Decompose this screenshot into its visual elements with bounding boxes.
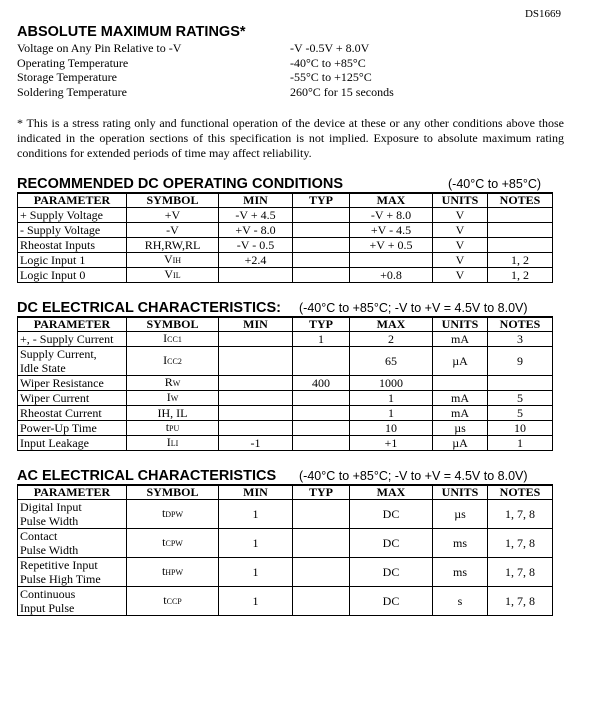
notes-cell: 1, 7, 8: [488, 529, 553, 558]
param-text: + Supply Voltage: [20, 207, 103, 222]
symbol-text: I: [166, 390, 171, 404]
column-header: SYMBOL: [127, 317, 219, 332]
stress-note: * This is a stress rating only and functional operation of the device at these or any other conditions above those indicated in the operation sections of this specification is not implied. Exposure to absolute maximum rating conditions for extended periods of time may affect reliability.: [17, 116, 564, 160]
typ-cell: [293, 500, 350, 529]
column-header: TYP: [293, 193, 350, 208]
column-header: TYP: [293, 485, 350, 500]
symbol-cell: [127, 529, 219, 558]
param-text-line2: Pulse High Time: [20, 572, 101, 586]
amr-value: 260°C for 15 seconds: [290, 84, 394, 99]
table-row: [18, 238, 553, 253]
symbol-text: R: [164, 375, 173, 389]
min-cell: 1: [219, 587, 293, 616]
typ-cell: [293, 253, 350, 268]
min-cell: +V - 8.0: [219, 223, 293, 238]
symbol-subscript: IL: [173, 271, 181, 280]
units-cell: µA: [433, 436, 488, 451]
amr-row: [17, 70, 577, 85]
column-header: TYP: [293, 317, 350, 332]
typ-cell: 1: [293, 332, 350, 347]
param-cell: [18, 332, 127, 347]
column-header: MAX: [350, 317, 433, 332]
dce-title: DC ELECTRICAL CHARACTERISTICS:: [17, 300, 281, 316]
units-cell: V: [433, 268, 488, 283]
max-cell: +V + 0.5: [350, 238, 433, 253]
symbol-text: t: [161, 564, 166, 578]
param-cell: [18, 587, 127, 616]
param-cell: [18, 238, 127, 253]
table-header-row: [18, 485, 553, 500]
amr-row: [17, 85, 577, 100]
param-text: +, - Supply Current: [20, 331, 114, 346]
column-header: NOTES: [488, 317, 553, 332]
notes-cell: [488, 223, 553, 238]
param-cell: [18, 529, 127, 558]
symbol-text: t: [163, 593, 167, 607]
amr-param: Storage Temperature: [17, 70, 117, 85]
table-row: [18, 253, 553, 268]
symbol-text: I: [163, 353, 168, 367]
param-text: Contact: [20, 529, 58, 543]
typ-cell: 400: [293, 376, 350, 391]
min-cell: -1: [219, 436, 293, 451]
param-cell: [18, 558, 127, 587]
table-row: [18, 391, 553, 406]
notes-cell: 1, 7, 8: [488, 558, 553, 587]
symbol-text: -V: [166, 222, 179, 237]
table-row: [18, 347, 553, 376]
table-row: [18, 268, 553, 283]
symbol-cell: [127, 208, 219, 223]
typ-cell: [293, 268, 350, 283]
max-cell: 1000: [350, 376, 433, 391]
symbol-cell: [127, 332, 219, 347]
min-cell: [219, 406, 293, 421]
symbol-text: t: [161, 506, 166, 520]
column-header: UNITS: [433, 485, 488, 500]
param-text: Continuous: [20, 587, 76, 601]
min-cell: [219, 376, 293, 391]
amr-title: ABSOLUTE MAXIMUM RATINGS*: [17, 24, 246, 40]
notes-cell: [488, 376, 553, 391]
param-cell: [18, 376, 127, 391]
param-cell: [18, 500, 127, 529]
table-row: [18, 223, 553, 238]
param-cell: [18, 208, 127, 223]
max-cell: 65: [350, 347, 433, 376]
table-row: [18, 500, 553, 529]
rdc-table: [17, 192, 553, 283]
ace-table: [17, 484, 553, 616]
table-header-row: [18, 193, 553, 208]
max-cell: +V - 4.5: [350, 223, 433, 238]
param-cell: [18, 391, 127, 406]
symbol-subscript: W: [170, 394, 179, 403]
typ-cell: [293, 223, 350, 238]
min-cell: 1: [219, 558, 293, 587]
notes-cell: 1, 7, 8: [488, 500, 553, 529]
symbol-cell: [127, 268, 219, 283]
units-cell: V: [433, 238, 488, 253]
units-cell: V: [433, 253, 488, 268]
table-row: [18, 208, 553, 223]
param-text-line2: Pulse Width: [20, 543, 79, 557]
amr-param: Soldering Temperature: [17, 84, 127, 99]
max-cell: DC: [350, 529, 433, 558]
symbol-subscript: CPW: [165, 539, 183, 548]
param-cell: [18, 268, 127, 283]
param-text: Digital Input: [20, 500, 82, 514]
param-text: - Supply Voltage: [20, 222, 101, 237]
dce-conditions: (-40°C to +85°C; -V to +V = 4.5V to 8.0V): [299, 301, 528, 315]
column-header: MAX: [350, 485, 433, 500]
column-header: SYMBOL: [127, 193, 219, 208]
symbol-subscript: PU: [169, 424, 180, 433]
amr-list: [17, 41, 577, 99]
param-text-line2: Input Pulse: [20, 601, 75, 615]
param-text: Repetitive Input: [20, 558, 98, 572]
param-cell: [18, 406, 127, 421]
param-text: Input Leakage: [20, 435, 89, 450]
param-cell: [18, 347, 127, 376]
ace-conditions: (-40°C to +85°C; -V to +V = 4.5V to 8.0V): [299, 469, 528, 483]
units-cell: s: [433, 587, 488, 616]
notes-cell: 9: [488, 347, 553, 376]
notes-cell: 5: [488, 406, 553, 421]
document-id: DS1669: [524, 8, 561, 20]
min-cell: +2.4: [219, 253, 293, 268]
max-cell: 1: [350, 391, 433, 406]
symbol-subscript: W: [172, 379, 181, 388]
column-header: UNITS: [433, 317, 488, 332]
symbol-cell: [127, 347, 219, 376]
column-header: SYMBOL: [127, 485, 219, 500]
symbol-cell: [127, 436, 219, 451]
symbol-subscript: IH: [172, 256, 182, 265]
column-header: PARAMETER: [18, 485, 127, 500]
table-row: [18, 376, 553, 391]
max-cell: +1: [350, 436, 433, 451]
symbol-subscript: HPW: [165, 568, 184, 577]
notes-cell: 1: [488, 436, 553, 451]
typ-cell: [293, 436, 350, 451]
min-cell: -V - 0.5: [219, 238, 293, 253]
param-text: Power-Up Time: [20, 420, 97, 435]
min-cell: [219, 391, 293, 406]
symbol-subscript: DPW: [165, 510, 184, 519]
amr-param: Voltage on Any Pin Relative to -V: [17, 41, 182, 55]
param-cell: [18, 253, 127, 268]
dce-table: [17, 316, 553, 451]
ace-title: AC ELECTRICAL CHARACTERISTICS: [17, 468, 277, 484]
symbol-cell: [127, 500, 219, 529]
typ-cell: [293, 558, 350, 587]
amr-value: -40°C to +85°C: [290, 55, 366, 70]
symbol-subscript: LI: [170, 439, 179, 448]
column-header: MIN: [219, 317, 293, 332]
param-text: Wiper Current: [20, 390, 90, 405]
rdc-conditions: (-40°C to +85°C): [448, 177, 542, 191]
typ-cell: [293, 421, 350, 436]
symbol-cell: [127, 406, 219, 421]
param-cell: [18, 436, 127, 451]
min-cell: -V + 4.5: [219, 208, 293, 223]
units-cell: µs: [433, 500, 488, 529]
units-cell: [433, 376, 488, 391]
symbol-cell: [127, 421, 219, 436]
symbol-text: +V: [164, 207, 181, 222]
symbol-cell: [127, 223, 219, 238]
param-text-line2: Idle State: [20, 361, 66, 375]
typ-cell: [293, 391, 350, 406]
notes-cell: 10: [488, 421, 553, 436]
param-text: Logic Input 0: [20, 267, 86, 282]
param-text-line2: Pulse Width: [20, 514, 79, 528]
min-cell: 1: [219, 500, 293, 529]
column-header: PARAMETER: [18, 317, 127, 332]
max-cell: DC: [350, 587, 433, 616]
rdc-title: RECOMMENDED DC OPERATING CONDITIONS: [17, 176, 343, 192]
table-row: [18, 436, 553, 451]
units-cell: ms: [433, 558, 488, 587]
typ-cell: [293, 347, 350, 376]
column-header: NOTES: [488, 193, 553, 208]
symbol-text: t: [165, 420, 170, 434]
typ-cell: [293, 208, 350, 223]
symbol-text: t: [162, 535, 166, 549]
param-cell: [18, 223, 127, 238]
min-cell: [219, 268, 293, 283]
table-row: [18, 558, 553, 587]
symbol-cell: [127, 253, 219, 268]
column-header: UNITS: [433, 193, 488, 208]
notes-cell: 1, 2: [488, 253, 553, 268]
column-header: MAX: [350, 193, 433, 208]
max-cell: 2: [350, 332, 433, 347]
param-text: Wiper Resistance: [20, 375, 104, 390]
notes-cell: [488, 238, 553, 253]
symbol-cell: [127, 391, 219, 406]
typ-cell: [293, 529, 350, 558]
units-cell: µA: [433, 347, 488, 376]
amr-value: -V -0.5V + 8.0V: [290, 41, 370, 55]
units-cell: mA: [433, 332, 488, 347]
param-text: Supply Current,: [20, 347, 97, 361]
column-header: MIN: [219, 485, 293, 500]
symbol-cell: [127, 238, 219, 253]
units-cell: V: [433, 223, 488, 238]
notes-cell: 1, 2: [488, 268, 553, 283]
min-cell: 1: [219, 529, 293, 558]
max-cell: DC: [350, 500, 433, 529]
table-row: [18, 587, 553, 616]
param-cell: [18, 421, 127, 436]
column-header: PARAMETER: [18, 193, 127, 208]
symbol-subscript: CC2: [167, 357, 182, 366]
amr-row: [17, 41, 577, 56]
param-text: Rheostat Inputs: [20, 237, 95, 252]
column-header: NOTES: [488, 485, 553, 500]
symbol-text: RH,RW,RL: [144, 237, 201, 252]
symbol-text: I: [163, 331, 168, 345]
typ-cell: [293, 406, 350, 421]
notes-cell: [488, 208, 553, 223]
amr-row: [17, 56, 577, 71]
symbol-cell: [127, 376, 219, 391]
table-header-row: [18, 317, 553, 332]
symbol-text: IH, IL: [157, 405, 188, 420]
amr-value: -55°C to +125°C: [290, 70, 372, 85]
max-cell: 1: [350, 406, 433, 421]
notes-cell: 3: [488, 332, 553, 347]
units-cell: mA: [433, 406, 488, 421]
column-header: MIN: [219, 193, 293, 208]
min-cell: [219, 332, 293, 347]
symbol-cell: [127, 558, 219, 587]
symbol-text: V: [163, 252, 173, 266]
min-cell: [219, 421, 293, 436]
symbol-text: V: [164, 267, 174, 281]
table-row: [18, 406, 553, 421]
table-row: [18, 529, 553, 558]
table-row: [18, 421, 553, 436]
max-cell: [350, 253, 433, 268]
max-cell: -V + 8.0: [350, 208, 433, 223]
notes-cell: 1, 7, 8: [488, 587, 553, 616]
param-text: Logic Input 1: [20, 252, 86, 267]
typ-cell: [293, 238, 350, 253]
units-cell: mA: [433, 391, 488, 406]
units-cell: µs: [433, 421, 488, 436]
symbol-subscript: CC1: [167, 335, 182, 344]
param-text: Rheostat Current: [20, 405, 102, 420]
units-cell: V: [433, 208, 488, 223]
max-cell: 10: [350, 421, 433, 436]
symbol-subscript: CCP: [166, 597, 182, 606]
symbol-cell: [127, 587, 219, 616]
symbol-text: I: [166, 435, 171, 449]
amr-param: Operating Temperature: [17, 55, 129, 70]
min-cell: [219, 347, 293, 376]
max-cell: DC: [350, 558, 433, 587]
typ-cell: [293, 587, 350, 616]
units-cell: ms: [433, 529, 488, 558]
max-cell: +0.8: [350, 268, 433, 283]
notes-cell: 5: [488, 391, 553, 406]
table-row: [18, 332, 553, 347]
